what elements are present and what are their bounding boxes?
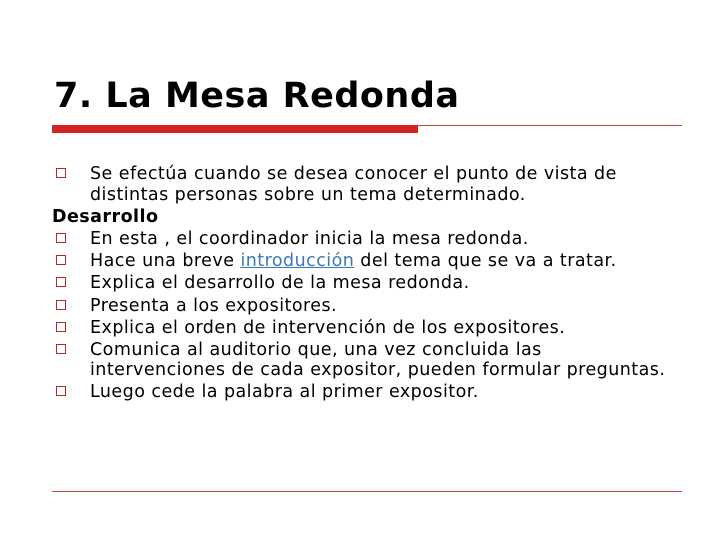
title-divider-line xyxy=(418,125,682,126)
square-bullet-icon xyxy=(56,168,66,178)
bullet-item xyxy=(52,382,682,403)
bullet-item xyxy=(52,251,682,272)
square-bullet-icon xyxy=(56,255,66,265)
bullet-item xyxy=(52,164,682,205)
bullet-text-suffix: del tema que se va a tratar. xyxy=(354,251,617,272)
square-bullet-icon xyxy=(56,233,66,243)
bullet-item xyxy=(52,296,682,317)
slide-body xyxy=(52,164,682,405)
bullet-text: Explica el desarrollo de la mesa redonda. xyxy=(90,273,470,294)
bullet-item xyxy=(52,273,682,294)
square-bullet-icon xyxy=(56,300,66,310)
title-accent-bar xyxy=(52,125,418,133)
bullet-item xyxy=(52,318,682,339)
bullet-text: Se efectúa cuando se desea conocer el punto de vista de distintas personas sobre un tema determinado. xyxy=(90,164,617,205)
bullet-item xyxy=(52,229,682,250)
bullet-text: Comunica al auditorio que, una vez concluida las intervenciones de cada expositor, pueden formular preguntas. xyxy=(90,339,666,381)
introduccion-link[interactable]: introducción xyxy=(240,251,355,272)
bullet-text: Luego cede la palabra al primer expositor. xyxy=(90,382,479,403)
bullet-item xyxy=(52,340,682,381)
bullet-text: En esta , el coordinador inicia la mesa redonda. xyxy=(90,229,529,250)
square-bullet-icon xyxy=(56,344,66,354)
square-bullet-icon xyxy=(56,277,66,287)
bullet-text: Presenta a los expositores. xyxy=(90,295,338,316)
slide-title: 7. La Mesa Redonda xyxy=(54,76,460,116)
square-bullet-icon xyxy=(56,386,66,396)
square-bullet-icon xyxy=(56,322,66,332)
footer-divider-line xyxy=(52,491,682,492)
section-heading: Desarrollo xyxy=(52,206,159,227)
bullet-text: Explica el orden de intervención de los expositores. xyxy=(90,317,566,338)
bullet-text-prefix: Hace una breve xyxy=(90,251,241,272)
